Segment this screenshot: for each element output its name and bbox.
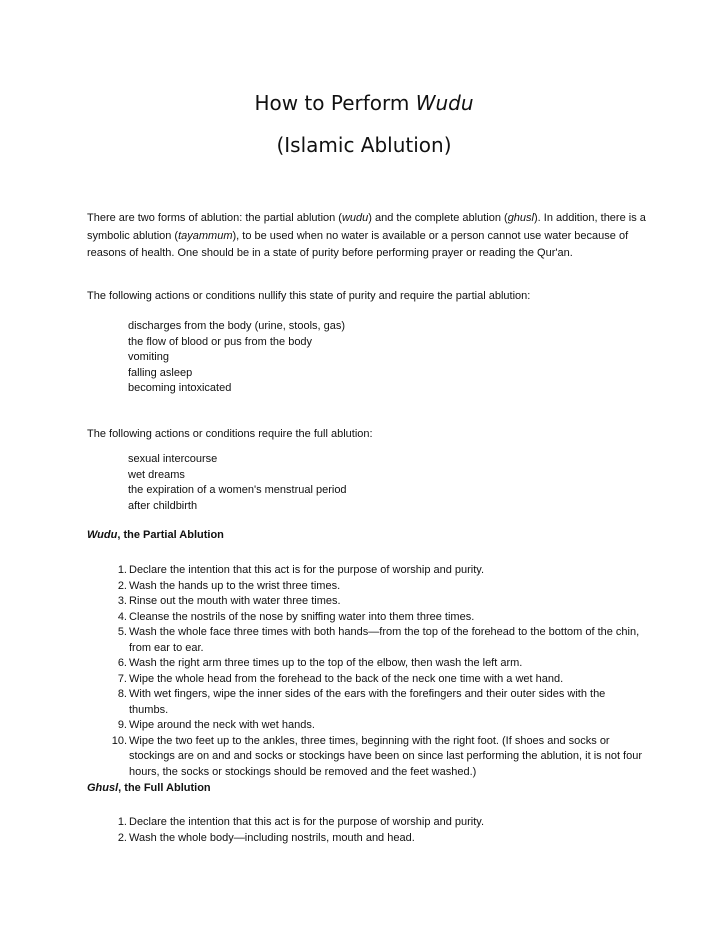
step-number: 1.	[117, 816, 127, 828]
ghusl-heading	[87, 780, 211, 796]
full-intro-paragraph: The following actions or conditions require the full ablution:	[87, 428, 373, 440]
intro-text-4: ), to be used when no water is available or a person cannot use water because of reasons of health. One should be in a state of purity before performing prayer or reading the Qur'an.	[87, 229, 629, 259]
intro-term-tayammum: tayammum	[178, 229, 233, 242]
step-item	[87, 831, 647, 847]
step-item	[87, 672, 647, 688]
step-text: Wash the whole body—including nostrils, mouth and head.	[129, 831, 415, 844]
list-item: discharges from the body (urine, stools, gas)	[128, 320, 346, 332]
intro-text-2: ) and the complete ablution (	[368, 212, 508, 224]
step-number: 2.	[117, 579, 127, 592]
step-item	[87, 563, 647, 579]
title-emphasis: Wudu	[415, 91, 474, 115]
ghusl-heading-rest: , the Full Ablution	[118, 782, 211, 794]
intro-text-3: ). In addition, there is a symbolic ablution (	[87, 212, 646, 242]
step-text: Wipe around the neck with wet hands.	[129, 719, 315, 731]
step-text: Wash the hands up to the wrist three times.	[129, 579, 341, 592]
list-item: the expiration of a women's menstrual period	[128, 484, 347, 497]
step-item	[87, 656, 647, 672]
step-text: With wet fingers, wipe the inner sides of the ears with the forefingers and their outer sides with the thumbs.	[129, 688, 606, 716]
step-text: Declare the intention that this act is for the purpose of worship and purity.	[129, 564, 485, 576]
wudu-heading	[87, 527, 224, 543]
step-text: Cleanse the nostrils of the nose by sniffing water into them three times.	[129, 610, 475, 623]
list-item: sexual intercourse	[128, 453, 218, 465]
document-subtitle: (Islamic Ablution)	[276, 133, 452, 157]
document-title	[0, 91, 728, 115]
step-number: 7.	[117, 672, 127, 685]
wudu-heading-rest: , the Partial Ablution	[117, 529, 224, 541]
step-item	[87, 610, 647, 626]
step-text: Wash the whole face three times with both hands—from the top of the forehead to the bottom of the chin, from ear to ear.	[129, 626, 640, 654]
step-item	[87, 579, 647, 595]
step-text: Wipe the two feet up to the ankles, three times, beginning with the right foot. (If shoes and socks or stockings are on and and socks or stockings have been on since last performing the ablution, it is not four hours, the socks or stockings should be removed and the feet washed.)	[129, 734, 643, 778]
step-item	[87, 625, 647, 656]
step-text: Wash the right arm three times up to the top of the elbow, then wash the left arm.	[129, 657, 523, 669]
step-number: 1.	[117, 564, 127, 576]
step-item	[87, 718, 647, 734]
partial-conditions-list	[128, 319, 628, 397]
step-number: 8.	[117, 688, 127, 700]
full-conditions-list	[128, 452, 628, 514]
step-text: Declare the intention that this act is for the purpose of worship and purity.	[129, 816, 485, 828]
ghusl-steps-list	[87, 815, 647, 846]
step-number: 10.	[111, 734, 127, 747]
step-number: 4.	[117, 610, 127, 623]
list-item: wet dreams	[128, 468, 185, 481]
list-item: vomiting	[128, 351, 169, 364]
step-item	[87, 594, 647, 610]
list-item: becoming intoxicated	[128, 382, 232, 395]
intro-term-wudu: wudu	[341, 212, 369, 224]
title-prefix: How to Perform	[254, 91, 416, 115]
list-item: after childbirth	[128, 499, 198, 512]
step-item	[87, 815, 647, 831]
intro-term-ghusl: ghusl	[507, 212, 534, 224]
step-item	[87, 687, 647, 718]
step-number: 2.	[117, 831, 127, 844]
step-number: 6.	[117, 657, 127, 669]
step-item	[87, 734, 647, 781]
step-number: 3.	[117, 595, 127, 607]
ghusl-heading-term: Ghusl	[87, 782, 119, 794]
partial-intro-paragraph: The following actions or conditions nullify this state of purity and require the partial ablution:	[87, 290, 531, 302]
wudu-steps-list	[87, 563, 647, 780]
step-text: Wipe the whole head from the forehead to the back of the neck one time with a wet hand.	[129, 672, 564, 685]
list-item: the flow of blood or pus from the body	[128, 335, 313, 348]
step-number: 9.	[117, 719, 127, 731]
intro-text-1: There are two forms of ablution: the partial ablution (	[87, 212, 342, 224]
step-number: 5.	[117, 626, 127, 638]
list-item: falling asleep	[128, 366, 193, 379]
step-text: Rinse out the mouth with water three times.	[129, 595, 341, 607]
wudu-heading-term: Wudu	[87, 529, 118, 541]
intro-paragraph	[87, 210, 647, 263]
